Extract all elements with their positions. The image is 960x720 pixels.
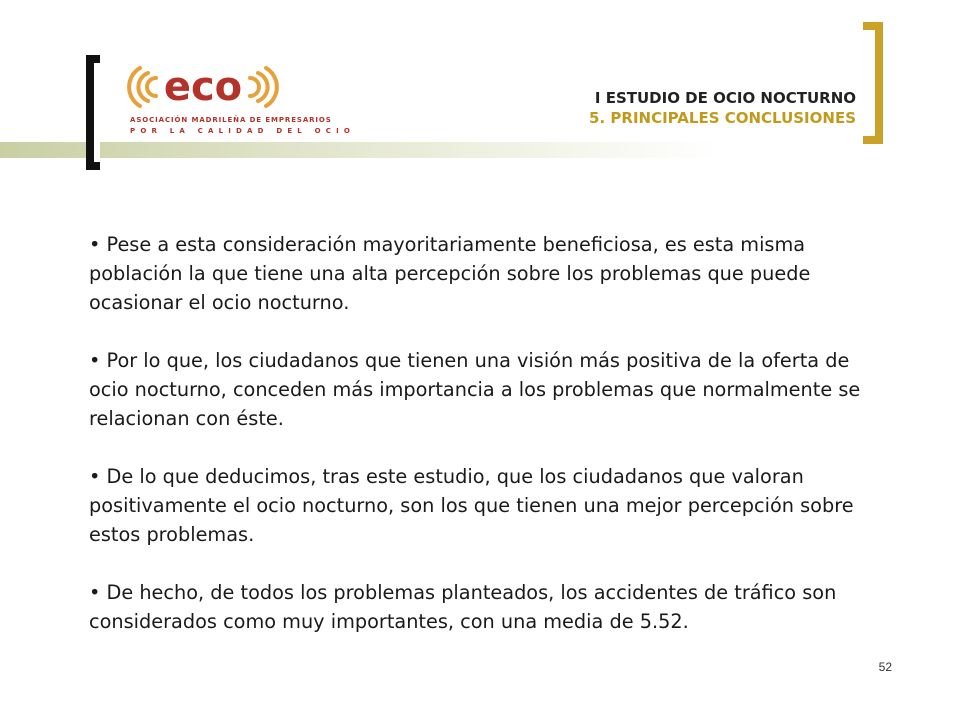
left-bracket-decoration — [86, 55, 100, 170]
left-wave-inner — [147, 78, 156, 96]
eco-wordmark: eco — [163, 64, 243, 110]
eco-logo — [118, 58, 356, 138]
conclusions-body — [89, 230, 889, 665]
page-number: 52 — [878, 660, 892, 674]
slide-title: I ESTUDIO DE OCIO NOCTURNO — [594, 89, 856, 107]
right-wave-inner — [250, 78, 259, 96]
header-band — [0, 142, 960, 158]
eco-logo-mark — [118, 58, 288, 114]
slide-header — [589, 88, 856, 128]
right-bracket-decoration — [863, 22, 883, 144]
conclusion-paragraph: • De lo que deducimos, tras este estudio, que los ciudadanos que valoran positivamente el ocio nocturno, son los que tienen una mejor percepción sobre estos problemas. — [89, 465, 854, 546]
conclusion-paragraph: • De hecho, de todos los problemas planteados, los accidentes de tráfico son considerados como muy importantes, con una media de 5.52. — [89, 581, 837, 633]
logo-tagline-line1: ASOCIACIÓN MADRILEÑA DE EMPRESARIOS — [130, 116, 332, 124]
conclusion-paragraph: • Pese a esta consideración mayoritariamente beneficiosa, es esta misma población la que tiene una alta percepción sobre los problemas que puede ocasionar el ocio nocturno. — [89, 233, 811, 314]
slide-subtitle: 5. PRINCIPALES CONCLUSIONES — [589, 109, 856, 127]
logo-tagline-line2: POR LA CALIDAD DEL OCIO — [130, 127, 356, 135]
conclusion-paragraph: • Por lo que, los ciudadanos que tienen una visión más positiva de la oferta de ocio nocturno, conceden más importancia a los problemas que normalmente se relacionan con éste. — [89, 349, 861, 430]
